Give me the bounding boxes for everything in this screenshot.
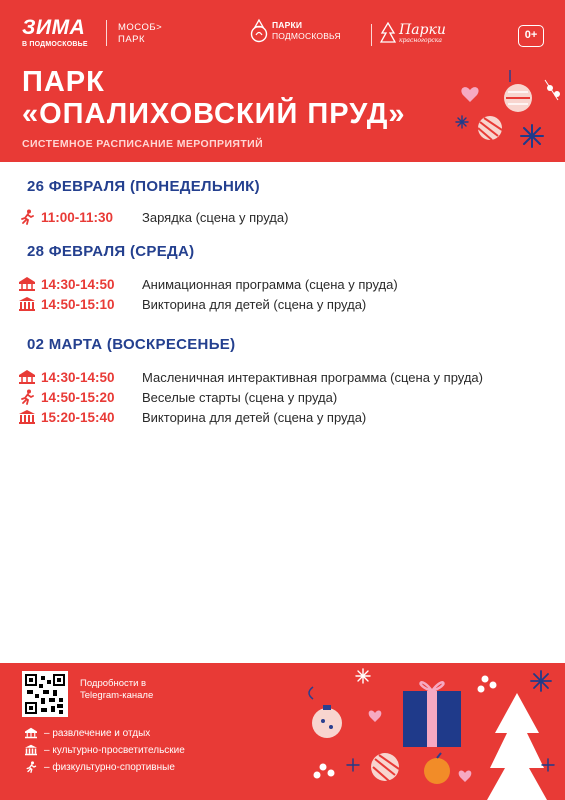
parki-podmoskovya-logo[interactable] [250, 18, 341, 44]
event-time: 14:50-15:10 [41, 296, 115, 312]
title-line-1: ПАРК [22, 66, 105, 98]
event-time: 11:00-11:30 [41, 209, 114, 225]
event-description: Анимационная программа (сцена у пруда) [142, 276, 398, 292]
list-item [18, 407, 366, 427]
event-description: Веселые старты (сцена у пруда) [142, 389, 338, 405]
logo-divider [371, 24, 372, 46]
title-line-2: «ОПАЛИХОВСКИЙ ПРУД» [22, 98, 406, 130]
event-description: Викторина для детей (сцена у пруда) [142, 296, 367, 312]
mosobl-park-line2: ПАРК [118, 34, 146, 45]
qr-code[interactable] [22, 671, 68, 717]
day-heading: 28 ФЕВРАЛЯ (СРЕДА) [27, 243, 195, 260]
legend-item [24, 727, 150, 739]
day-heading: 02 МАРТА (ВОСКРЕСЕНЬЕ) [27, 336, 236, 353]
event-description: Зарядка (сцена у пруда) [142, 209, 289, 225]
parki-logo-line1: ПАРКИ [272, 20, 303, 30]
museum-icon [18, 409, 36, 425]
event-time: 14:50-15:20 [41, 389, 115, 405]
list-item [18, 207, 288, 227]
event-time: 14:30-14:50 [41, 369, 115, 385]
runner-icon [18, 389, 36, 405]
zima-logo-subtitle: В ПОДМОСКОВЬЕ [22, 41, 88, 48]
legend-item [24, 761, 175, 773]
event-time: 15:20-15:40 [41, 409, 115, 425]
runner-icon [24, 761, 38, 773]
krasnogorsk-logo-line2: красногорска [399, 36, 442, 44]
age-rating-badge: 0+ [518, 25, 544, 47]
legend-label: – развлечение и отдых [44, 727, 151, 739]
qr-code-icon [25, 674, 65, 714]
carousel-icon [18, 276, 36, 292]
page-title [22, 66, 406, 130]
telegram-link-text[interactable] [80, 678, 153, 702]
legend-label: – физкультурно-спортивные [44, 761, 175, 773]
winter-decoration-icon [295, 663, 565, 800]
page-subtitle: СИСТЕМНОЕ РАСПИСАНИЕ МЕРОПРИЯТИЙ [22, 138, 264, 150]
winter-decoration-icon [440, 70, 565, 162]
mosobl-park-line1: МОСОБ> [118, 22, 163, 33]
qr-text-line2: Telegram-канале [80, 690, 154, 701]
mosobl-park-logo[interactable] [118, 22, 162, 46]
event-description: Масленичная интерактивная программа (сцена у пруда) [142, 369, 483, 385]
legend-item [24, 744, 185, 756]
parki-logo-line2: ПОДМОСКОВЬЯ [272, 31, 341, 41]
list-item [18, 294, 366, 314]
qr-text-line1: Подробности в [80, 678, 147, 689]
tree-icon [380, 22, 396, 44]
legend-label: – культурно-просветительские [44, 744, 185, 756]
list-item [18, 367, 483, 387]
parki-krasnogorska-logo[interactable] [380, 22, 446, 44]
list-item [18, 387, 337, 407]
zima-logo[interactable] [22, 18, 88, 49]
footer-banner [0, 663, 565, 800]
zima-logo-title: ЗИМА [22, 16, 86, 39]
day-heading: 26 ФЕВРАЛЯ (ПОНЕДЕЛЬНИК) [27, 178, 260, 195]
logo-divider [106, 20, 107, 46]
event-time: 14:30-14:50 [41, 276, 115, 292]
parki-emblem-icon [250, 18, 268, 44]
carousel-icon [24, 727, 38, 739]
museum-icon [18, 296, 36, 312]
header-banner [0, 0, 565, 162]
list-item [18, 274, 398, 294]
carousel-icon [18, 369, 36, 385]
event-description: Викторина для детей (сцена у пруда) [142, 409, 367, 425]
runner-icon [18, 209, 36, 225]
krasnogorsk-logo-line1: Парки [399, 21, 446, 38]
museum-icon [24, 744, 38, 756]
